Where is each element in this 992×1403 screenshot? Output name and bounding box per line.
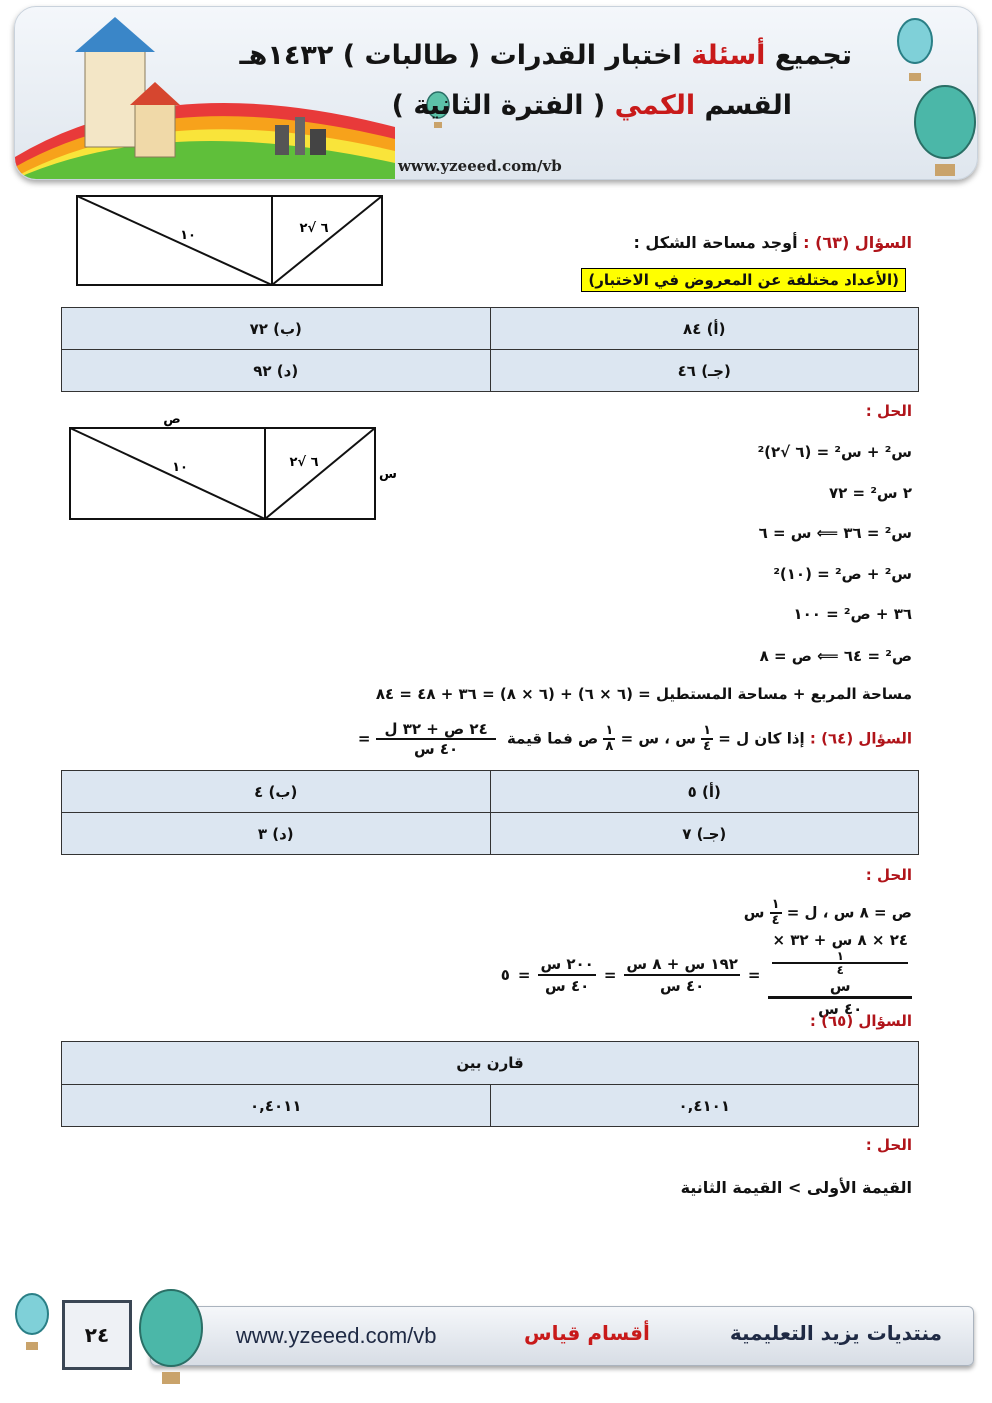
q63-hyp-label: ١٠ bbox=[180, 228, 196, 243]
q63-side-label: ٦ √٢ bbox=[299, 221, 329, 236]
mid-fraction: $\frac{\text{١٩٢ س + ٨ س}}{\text{٤٠ س}}$ bbox=[626, 954, 738, 995]
q63-option-c[interactable]: (جـ) ٤٦ bbox=[490, 350, 919, 392]
q64-expression: $\frac{\text{٢٤ ص + ٣٢ ل}}{\text{٤٠ س}}$ bbox=[376, 720, 495, 758]
q63-question: السؤال (٦٣) : أوجد مساحة الشكل : bbox=[633, 233, 912, 252]
top-label: ص bbox=[163, 412, 181, 427]
reduced-fraction: $\frac{\text{٢٠٠ س}}{\text{٤٠ س}}$ bbox=[540, 954, 594, 995]
side-label: ٦ √٢ bbox=[289, 455, 319, 470]
q65-compare-header: قارن بين bbox=[62, 1042, 919, 1085]
right-label: س bbox=[379, 467, 397, 482]
q65-value-second: ٠,٤٠١١ bbox=[62, 1085, 491, 1127]
hyp-label: ١٠ bbox=[172, 460, 188, 475]
q64-sol-line2: ٢٤ × ٨ س + ٣٢ × ١ ٤ س ٤٠ س = $\frac{\text{١٩٢ س + ٨ س}}{\text{٤٠ س}}$ = $\frac{\text{٢٠٠ س}}{\text{٤٠ س}}$ = ٥ bbox=[501, 930, 912, 1019]
frac-quarter: ١ ٤ bbox=[772, 950, 908, 976]
q64-question: السؤال (٦٤) : إذا كان ل = $\frac{١}{٤}$ س ، س = $\frac{١}{٨}$ ص فما قيمة $\frac{\text{٢٤ ص + ٣٢ ل}}{\text{٤٠ س}}$ = bbox=[357, 720, 912, 758]
page-title: تجميع أسئلة اختبار القدرات ( طالبات ) ١٤٣٢هـ bbox=[239, 40, 852, 71]
q65-answer: القيمة الأولى > القيمة الثانية bbox=[680, 1178, 912, 1197]
q63-step-4: س² + ص² = (١٠)² bbox=[773, 565, 912, 583]
q63-solution-label: الحل : bbox=[865, 402, 912, 420]
q63-option-a[interactable]: (أ) ٨٤ bbox=[490, 308, 919, 350]
footer-url[interactable]: www.yzeeed.com/vb bbox=[236, 1323, 437, 1348]
balloon-large-icon bbox=[910, 82, 978, 180]
footer-balloon-icon bbox=[135, 1288, 207, 1393]
footer-section[interactable]: أقسام قياس bbox=[524, 1321, 650, 1345]
frac-quarter: $\frac{١}{٤}$ bbox=[703, 723, 712, 754]
q63-solution-figure bbox=[62, 408, 407, 523]
footer-balloon-small-icon bbox=[12, 1292, 52, 1354]
q63-note: (الأعداد مختلفة عن المعروض في الاختبار) bbox=[581, 270, 906, 289]
page-subtitle: القسم الكمي ( الفترة الثانية ) bbox=[391, 90, 792, 121]
q63-step-7: مساحة المربع + مساحة المستطيل = (٦ × ٦) + (٦ × ٨) = ٣٦ + ٤٨ = ٨٤ bbox=[375, 685, 912, 703]
q63-options-table bbox=[61, 307, 919, 392]
q64-result: ٥ bbox=[500, 965, 510, 984]
balloon-icon bbox=[895, 17, 935, 87]
q64-option-d[interactable]: (د) ٣ bbox=[62, 813, 491, 855]
q65-value-first: ٠,٤١٠١ bbox=[490, 1085, 919, 1127]
q65-solution-label: الحل : bbox=[865, 1136, 912, 1154]
q63-step-6: ص² = ٦٤ ⟸ ص = ٨ bbox=[759, 647, 912, 665]
q63-option-d[interactable]: (د) ٩٢ bbox=[62, 350, 491, 392]
q63-step-5: ٣٦ + ص² = ١٠٠ bbox=[793, 605, 912, 623]
q63-step-3: س² = ٣٦ ⟸ س = ٦ bbox=[758, 524, 912, 542]
q64-option-a[interactable]: (أ) ٥ bbox=[490, 771, 919, 813]
q65-question-label: السؤال (٦٥) : bbox=[809, 1012, 912, 1030]
big-fraction: ٢٤ × ٨ س + ٣٢ × ١ ٤ س ٤٠ س bbox=[768, 930, 912, 1019]
q64-option-b[interactable]: (ب) ٤ bbox=[62, 771, 491, 813]
q64-solution-label: الحل : bbox=[865, 866, 912, 884]
q63-option-b[interactable]: (ب) ٧٢ bbox=[62, 308, 491, 350]
q63-step-1: س² + س² = (٦ √٢)² bbox=[757, 443, 912, 461]
q63-step-2: ٢ س² = ٧٢ bbox=[829, 484, 912, 502]
q64-option-c[interactable]: (جـ) ٧ bbox=[490, 813, 919, 855]
q63-figure bbox=[76, 195, 384, 287]
header-url[interactable]: www.yzeeed.com/vb bbox=[398, 157, 562, 175]
page-number: ٢٤ bbox=[62, 1300, 132, 1370]
q64-sol-line1: ص = ٨ س ، ل = $\frac{١}{٤}$ س bbox=[743, 897, 912, 928]
footer-forum-name: منتديات يزيد التعليمية bbox=[729, 1321, 942, 1345]
q64-options-table bbox=[61, 770, 919, 855]
frac-eighth: $\frac{١}{٨}$ bbox=[605, 723, 614, 754]
frac-quarter: $\frac{١}{٤}$ bbox=[771, 897, 780, 928]
q65-compare-table bbox=[61, 1041, 919, 1127]
